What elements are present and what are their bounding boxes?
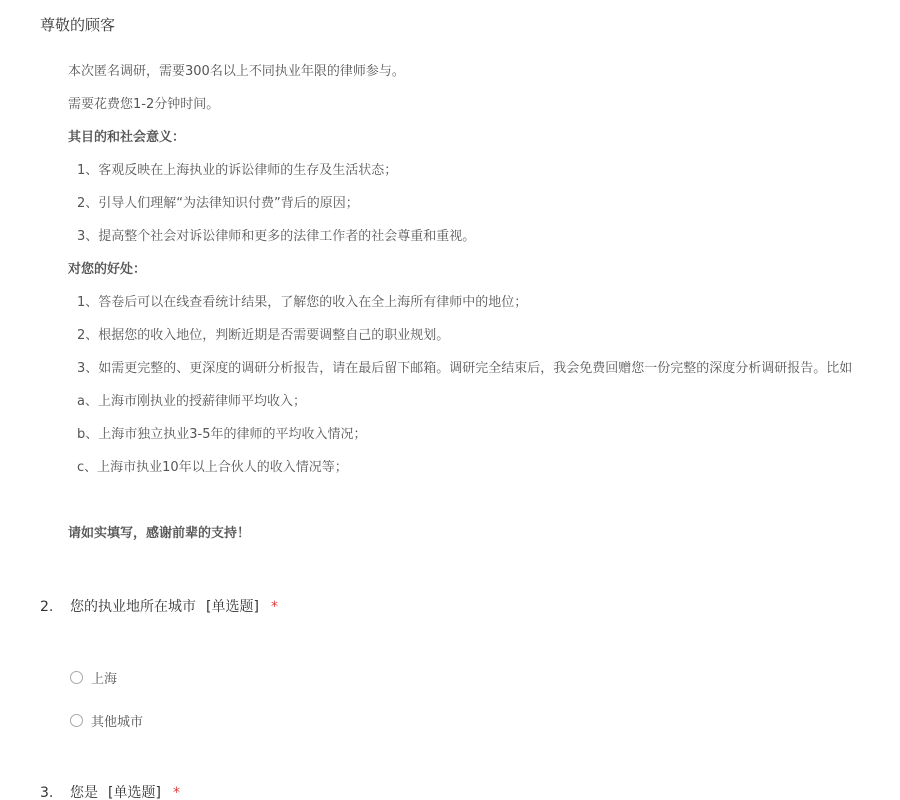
benefit-item-3: 3、如需更完整的、更深度的调研分析报告，请在最后留下邮箱。调研完全结束后，我会免费回赠您一份完整的深度分析调研报告。比如: [77, 361, 853, 376]
closing-note: 请如实填写，感谢前辈的支持！: [68, 526, 251, 541]
benefit-item-2: 2、根据您的收入地位，判断近期是否需要调整自己的职业规划。: [77, 328, 450, 343]
question-type: [单选题]: [108, 785, 161, 800]
benefit-heading: 对您的好处：: [68, 262, 147, 277]
example-item-a: a、上海市刚执业的授薪律师平均收入；: [77, 394, 306, 409]
benefit-item-1: 1、答卷后可以在线查看统计结果，了解您的收入在全上海所有律师中的地位；: [77, 295, 528, 310]
option-label: 其他城市: [91, 714, 144, 730]
purpose-item-2: 2、引导人们理解“为法律知识付费”背后的原因；: [77, 196, 359, 211]
purpose-item-1: 1、客观反映在上海执业的诉讼律师的生存及生活状态；: [77, 163, 398, 178]
purpose-heading: 其目的和社会意义：: [68, 130, 186, 145]
question-number: 2.: [40, 599, 54, 615]
option-label: 上海: [91, 671, 118, 687]
required-marker: *: [172, 785, 180, 800]
question-text: 您是: [70, 785, 98, 800]
option-other-city[interactable]: [70, 710, 143, 730]
intro-spacer: [68, 484, 900, 517]
question-number: 3.: [40, 785, 54, 800]
question-type: [单选题]: [206, 599, 259, 615]
question-3-title: [40, 782, 180, 800]
example-item-b: b、上海市独立执业3-5年的律师的平均收入情况；: [77, 427, 367, 442]
survey-intro: [68, 55, 900, 550]
question-2-title: [40, 596, 278, 618]
option-shanghai[interactable]: [70, 667, 117, 687]
required-marker: *: [270, 599, 278, 615]
intro-line-1: 本次匿名调研，需要300名以上不同执业年限的律师参与。: [68, 64, 405, 79]
radio-button[interactable]: [70, 714, 83, 727]
purpose-item-3: 3、提高整个社会对诉讼律师和更多的法律工作者的社会尊重和重视。: [77, 229, 476, 244]
radio-button[interactable]: [70, 671, 83, 684]
question-text: 您的执业地所在城市: [70, 599, 196, 615]
intro-line-2: 需要花费您1-2分钟时间。: [68, 97, 220, 112]
greeting-heading: 尊敬的顾客: [40, 16, 116, 34]
example-item-c: c、上海市执业10年以上合伙人的收入情况等；: [77, 460, 348, 475]
